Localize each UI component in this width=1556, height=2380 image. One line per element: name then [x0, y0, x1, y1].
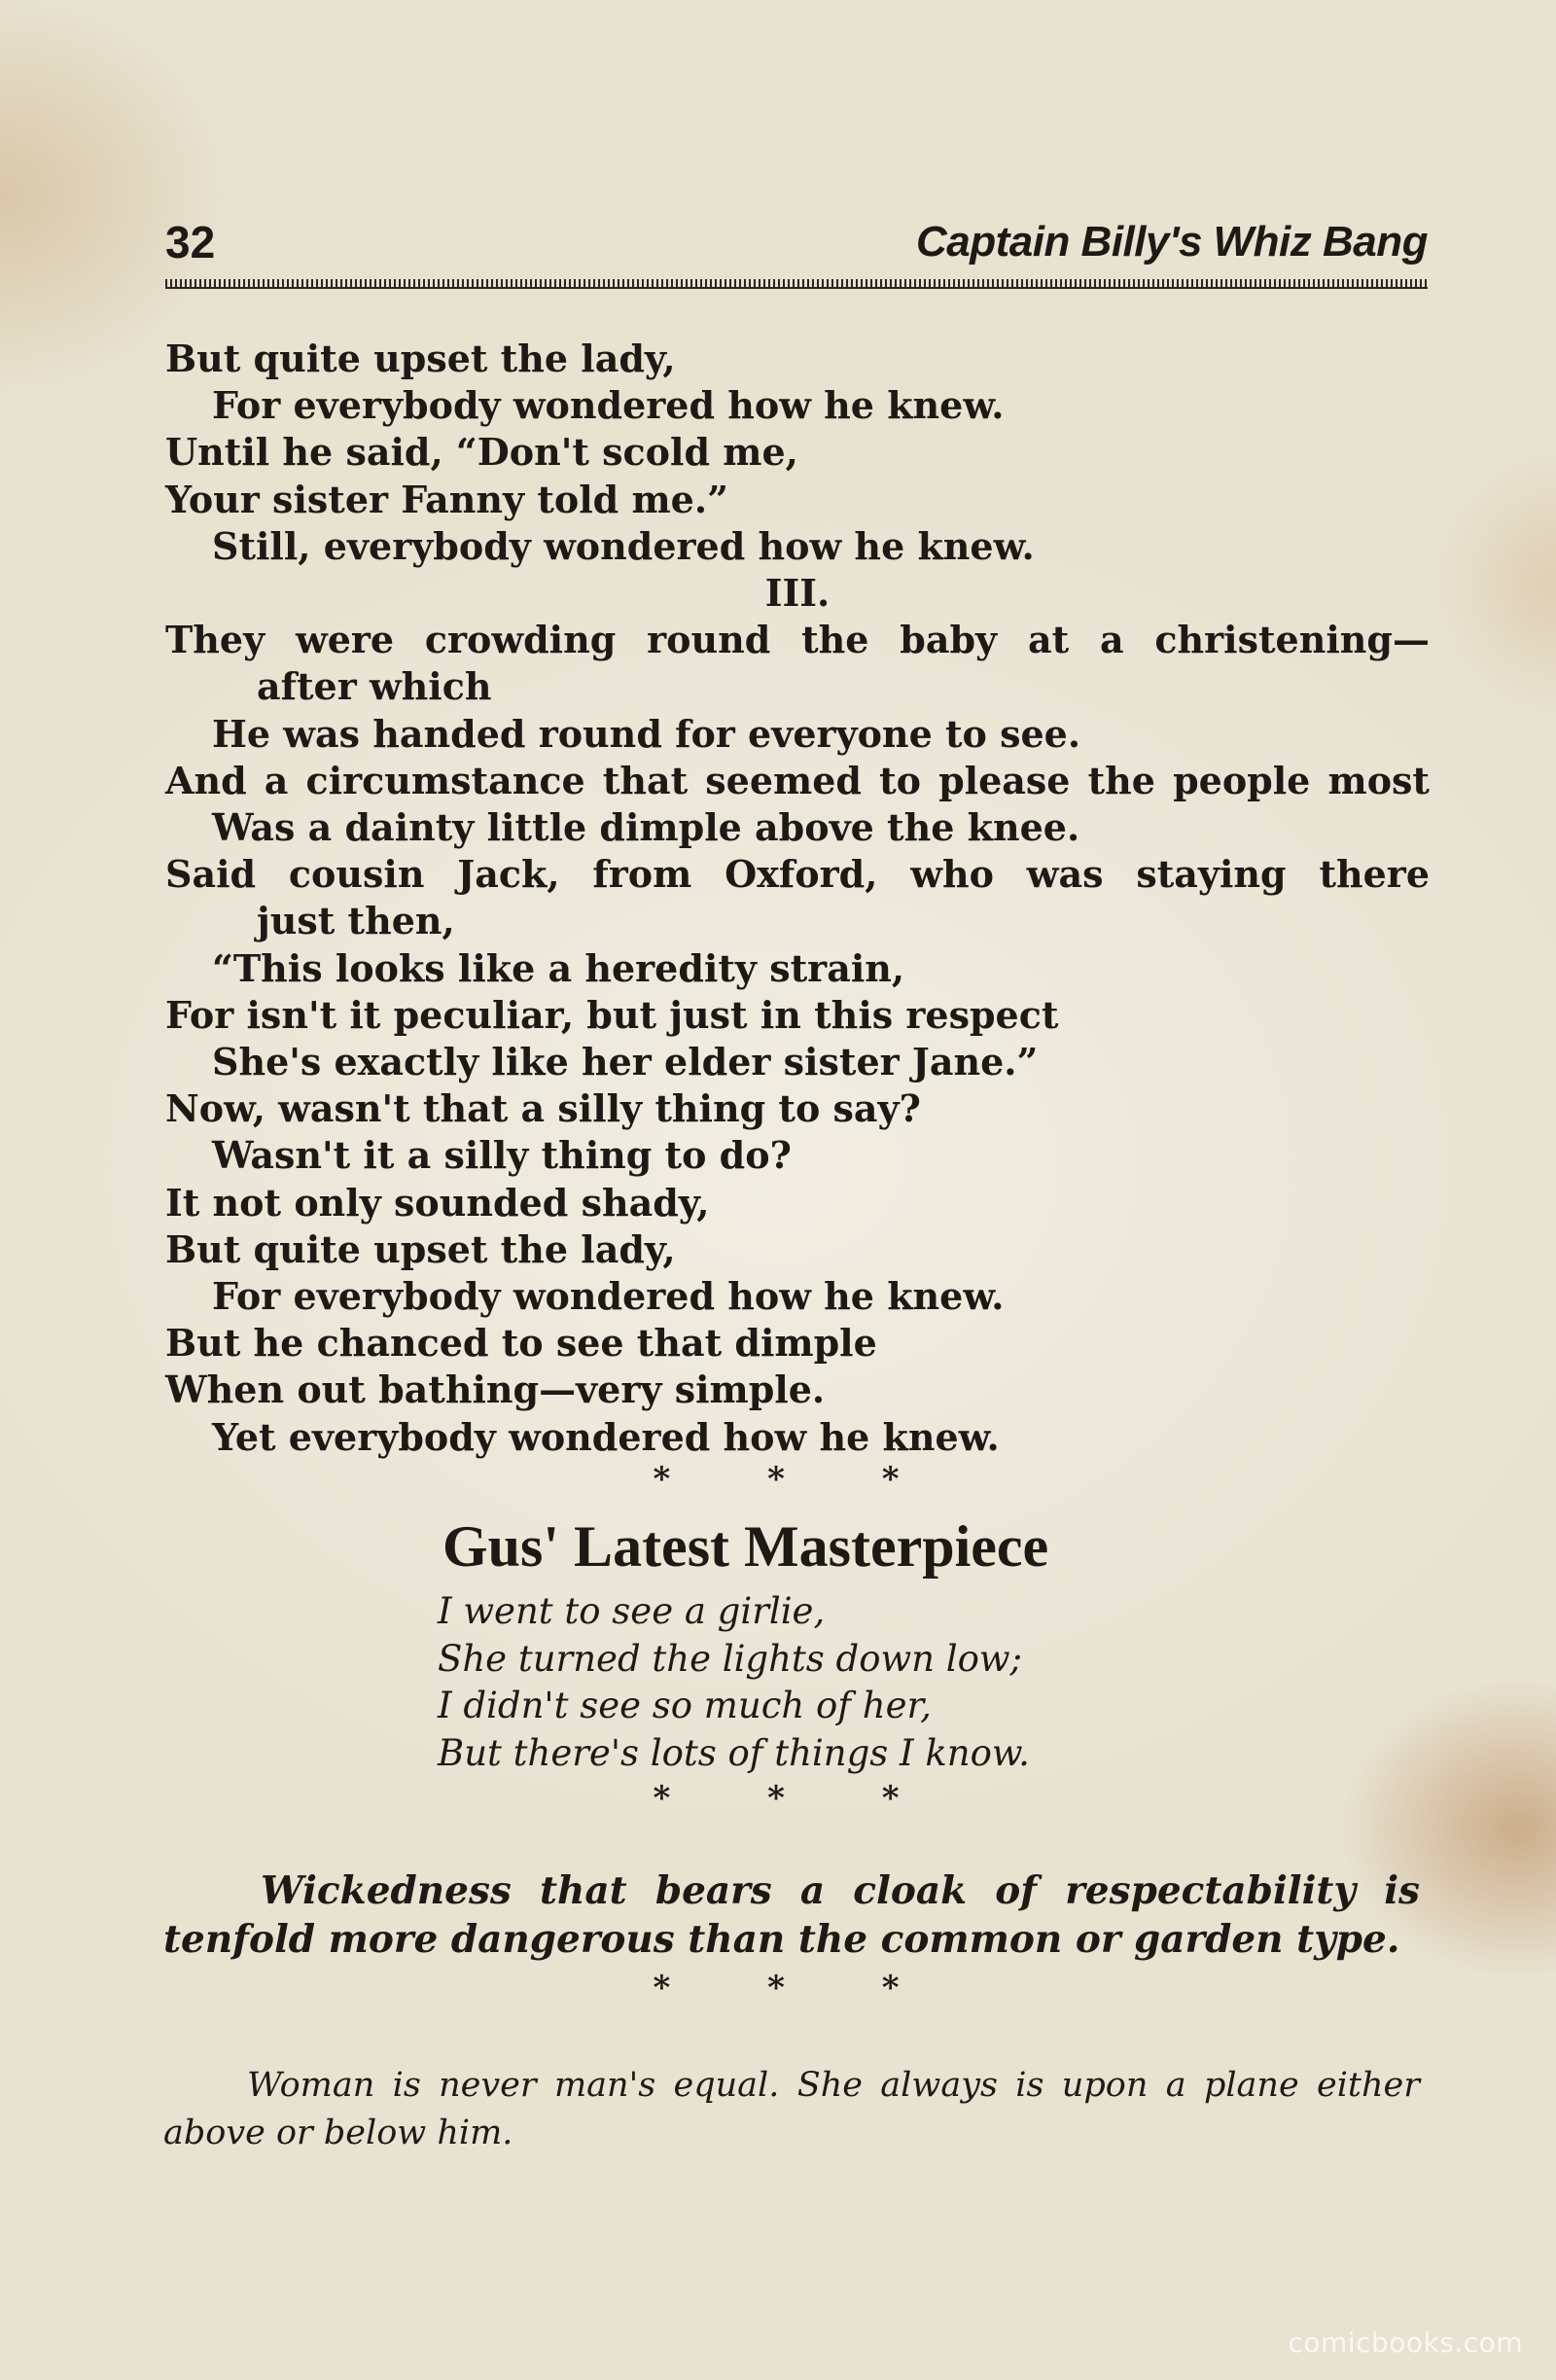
poem-line: For everybody wondered how he knew. — [212, 1274, 1005, 1319]
poem-line: Now, wasn't that a silly thing to say? — [165, 1086, 921, 1131]
poem-line: But quite upset the lady, — [165, 337, 676, 380]
poem-line: It not only sounded shady, — [165, 1180, 710, 1225]
magazine-title: Captain Billy's Whiz Bang — [915, 218, 1428, 266]
site-watermark: comicbooks.com — [1288, 2327, 1523, 2359]
wickedness-paragraph: Wickedness that bears a cloak of respectability is tenfold more dangerous than the common or garden type. — [163, 1868, 1420, 1962]
poem-line: Wasn't it a silly thing to do? — [212, 1133, 792, 1178]
poem-line: And a circumstance that seemed to please the people most — [165, 758, 1430, 802]
running-head — [165, 216, 1428, 274]
poem-line: But there's lots of things I know. — [438, 1731, 1030, 1774]
poem-line: They were crowding round the baby at a christening— — [165, 618, 1430, 662]
poem-continuation — [165, 336, 1430, 1498]
section-separator: * * * — [653, 1969, 942, 2007]
poem-line: When out bathing—very simple. — [165, 1368, 826, 1412]
poem-line: Still, everybody wondered how he knew. — [212, 523, 1035, 568]
gus-poem-body — [438, 1588, 1030, 1777]
poem-line: I went to see a girlie, — [438, 1590, 826, 1632]
poem-line: after which — [257, 664, 492, 709]
section-separator: * * * — [653, 1779, 942, 1818]
poem-line: just then, — [257, 899, 455, 943]
poem-line: Until he said, “Don't scold me, — [165, 430, 798, 475]
poem-line: He was handed round for everyone to see. — [212, 711, 1081, 756]
poem-line: Was a dainty little dimple above the knee. — [212, 805, 1080, 850]
woman-paragraph: Woman is never man's equal. She always is upon a plane either above or below him. — [163, 2066, 1420, 2152]
poem-line: Said cousin Jack, from Oxford, who was staying there — [165, 852, 1430, 897]
page-number: 32 — [165, 217, 216, 267]
gus-poem-title: Gus' Latest Masterpiece — [442, 1514, 1049, 1579]
poem-line: But quite upset the lady, — [165, 1226, 676, 1271]
poem-line: “This looks like a heredity strain, — [212, 945, 905, 990]
poem-line: Yet everybody wondered how he knew. — [212, 1414, 1000, 1459]
poem-line: But he chanced to see that dimple — [165, 1321, 877, 1366]
section-number: III. — [764, 571, 831, 616]
poem-line: For everybody wondered how he knew. — [212, 383, 1005, 428]
poem-line: For isn't it peculiar, but just in this respect — [165, 992, 1059, 1037]
poem-line: She's exactly like her elder sister Jane.” — [212, 1040, 1039, 1084]
header-rule — [165, 279, 1428, 289]
poem-line: She turned the lights down low; — [438, 1637, 1023, 1680]
poem-line: Your sister Fanny told me.” — [165, 477, 728, 521]
section-separator: * * * — [653, 1459, 942, 1499]
poem-line: I didn't see so much of her, — [438, 1685, 932, 1726]
